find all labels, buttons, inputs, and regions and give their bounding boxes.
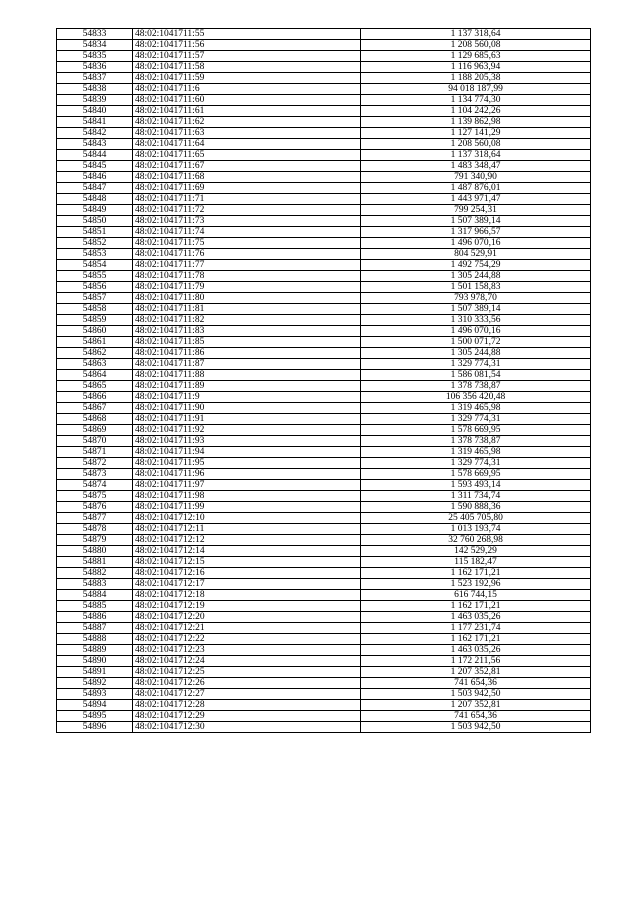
row-number-cell: 54877 bbox=[57, 513, 133, 524]
value-cell: 1 590 888,36 bbox=[361, 502, 591, 513]
table-row bbox=[57, 425, 591, 436]
value-cell: 1 013 193,74 bbox=[361, 524, 591, 535]
cadastral-number-cell: 48:02:1041712:17 bbox=[133, 579, 361, 590]
cadastral-number-cell: 48:02:1041711:93 bbox=[133, 436, 361, 447]
table-row bbox=[57, 491, 591, 502]
value-cell: 94 018 187,99 bbox=[361, 84, 591, 95]
table-row bbox=[57, 282, 591, 293]
cadastral-number-cell: 48:02:1041711:98 bbox=[133, 491, 361, 502]
row-number-cell: 54833 bbox=[57, 29, 133, 40]
value-cell: 25 405 705,80 bbox=[361, 513, 591, 524]
cadastral-number-cell: 48:02:1041711:90 bbox=[133, 403, 361, 414]
table-row bbox=[57, 315, 591, 326]
value-cell: 1 492 754,29 bbox=[361, 260, 591, 271]
value-cell: 1 310 333,56 bbox=[361, 315, 591, 326]
row-number-cell: 54847 bbox=[57, 183, 133, 194]
cadastral-number-cell: 48:02:1041711:94 bbox=[133, 447, 361, 458]
row-number-cell: 54863 bbox=[57, 359, 133, 370]
value-cell: 1 378 738,87 bbox=[361, 381, 591, 392]
table-row bbox=[57, 337, 591, 348]
cadastral-number-cell: 48:02:1041712:10 bbox=[133, 513, 361, 524]
table-row bbox=[57, 557, 591, 568]
row-number-cell: 54862 bbox=[57, 348, 133, 359]
table-row bbox=[57, 645, 591, 656]
table-row bbox=[57, 678, 591, 689]
row-number-cell: 54859 bbox=[57, 315, 133, 326]
row-number-cell: 54879 bbox=[57, 535, 133, 546]
cadastral-number-cell: 48:02:1041711:62 bbox=[133, 117, 361, 128]
value-cell: 1 496 070,16 bbox=[361, 238, 591, 249]
value-cell: 1 305 244,88 bbox=[361, 271, 591, 282]
table-row bbox=[57, 414, 591, 425]
cadastral-number-cell: 48:02:1041711:73 bbox=[133, 216, 361, 227]
value-cell: 804 529,91 bbox=[361, 249, 591, 260]
table-row bbox=[57, 667, 591, 678]
value-cell: 1 578 669,95 bbox=[361, 425, 591, 436]
value-cell: 1 305 244,88 bbox=[361, 348, 591, 359]
cadastral-number-cell: 48:02:1041711:79 bbox=[133, 282, 361, 293]
value-cell: 1 501 158,83 bbox=[361, 282, 591, 293]
cadastral-number-cell: 48:02:1041711:57 bbox=[133, 51, 361, 62]
value-cell: 1 507 389,14 bbox=[361, 304, 591, 315]
cadastral-number-cell: 48:02:1041712:27 bbox=[133, 689, 361, 700]
table-row bbox=[57, 722, 591, 733]
row-number-cell: 54840 bbox=[57, 106, 133, 117]
table-row bbox=[57, 392, 591, 403]
row-number-cell: 54850 bbox=[57, 216, 133, 227]
value-cell: 1 578 669,95 bbox=[361, 469, 591, 480]
value-cell: 115 182,47 bbox=[361, 557, 591, 568]
row-number-cell: 54894 bbox=[57, 700, 133, 711]
row-number-cell: 54896 bbox=[57, 722, 133, 733]
table-row bbox=[57, 381, 591, 392]
value-cell: 791 340,90 bbox=[361, 172, 591, 183]
cadastral-number-cell: 48:02:1041711:82 bbox=[133, 315, 361, 326]
row-number-cell: 54881 bbox=[57, 557, 133, 568]
cadastral-number-cell: 48:02:1041711:6 bbox=[133, 84, 361, 95]
row-number-cell: 54844 bbox=[57, 150, 133, 161]
table-row bbox=[57, 612, 591, 623]
row-number-cell: 54870 bbox=[57, 436, 133, 447]
table-row bbox=[57, 106, 591, 117]
cadastral-number-cell: 48:02:1041712:24 bbox=[133, 656, 361, 667]
table-row bbox=[57, 271, 591, 282]
value-cell: 1 463 035,26 bbox=[361, 612, 591, 623]
table-row bbox=[57, 513, 591, 524]
cadastral-number-cell: 48:02:1041711:99 bbox=[133, 502, 361, 513]
table-row bbox=[57, 40, 591, 51]
cadastral-number-cell: 48:02:1041712:11 bbox=[133, 524, 361, 535]
table-row bbox=[57, 260, 591, 271]
cadastral-number-cell: 48:02:1041711:64 bbox=[133, 139, 361, 150]
table-row bbox=[57, 634, 591, 645]
row-number-cell: 54861 bbox=[57, 337, 133, 348]
cadastral-number-cell: 48:02:1041712:29 bbox=[133, 711, 361, 722]
row-number-cell: 54860 bbox=[57, 326, 133, 337]
cadastral-number-cell: 48:02:1041712:19 bbox=[133, 601, 361, 612]
row-number-cell: 54868 bbox=[57, 414, 133, 425]
table-row bbox=[57, 689, 591, 700]
value-cell: 1 319 465,98 bbox=[361, 447, 591, 458]
table-row bbox=[57, 238, 591, 249]
row-number-cell: 54845 bbox=[57, 161, 133, 172]
cadastral-value-table bbox=[56, 28, 591, 733]
row-number-cell: 54883 bbox=[57, 579, 133, 590]
cadastral-number-cell: 48:02:1041711:75 bbox=[133, 238, 361, 249]
table-row bbox=[57, 139, 591, 150]
table-row bbox=[57, 51, 591, 62]
value-cell: 32 760 268,98 bbox=[361, 535, 591, 546]
value-cell: 142 529,29 bbox=[361, 546, 591, 557]
cadastral-number-cell: 48:02:1041711:89 bbox=[133, 381, 361, 392]
row-number-cell: 54855 bbox=[57, 271, 133, 282]
row-number-cell: 54888 bbox=[57, 634, 133, 645]
row-number-cell: 54874 bbox=[57, 480, 133, 491]
cadastral-number-cell: 48:02:1041711:69 bbox=[133, 183, 361, 194]
value-cell: 106 356 420,48 bbox=[361, 392, 591, 403]
cadastral-number-cell: 48:02:1041711:81 bbox=[133, 304, 361, 315]
table-row bbox=[57, 370, 591, 381]
table-row bbox=[57, 502, 591, 513]
value-cell: 1 127 141,29 bbox=[361, 128, 591, 139]
row-number-cell: 54876 bbox=[57, 502, 133, 513]
value-cell: 1 487 876,01 bbox=[361, 183, 591, 194]
value-cell: 1 129 685,63 bbox=[361, 51, 591, 62]
cadastral-number-cell: 48:02:1041711:77 bbox=[133, 260, 361, 271]
cadastral-number-cell: 48:02:1041712:25 bbox=[133, 667, 361, 678]
row-number-cell: 54848 bbox=[57, 194, 133, 205]
table-row bbox=[57, 194, 591, 205]
value-cell: 1 116 963,94 bbox=[361, 62, 591, 73]
table-row bbox=[57, 150, 591, 161]
value-cell: 1 507 389,14 bbox=[361, 216, 591, 227]
row-number-cell: 54837 bbox=[57, 73, 133, 84]
row-number-cell: 54875 bbox=[57, 491, 133, 502]
table-row bbox=[57, 590, 591, 601]
value-cell: 799 254,31 bbox=[361, 205, 591, 216]
table-row bbox=[57, 161, 591, 172]
value-cell: 1 177 231,74 bbox=[361, 623, 591, 634]
table-row bbox=[57, 227, 591, 238]
row-number-cell: 54858 bbox=[57, 304, 133, 315]
cadastral-number-cell: 48:02:1041712:28 bbox=[133, 700, 361, 711]
value-cell: 1 329 774,31 bbox=[361, 359, 591, 370]
cadastral-number-cell: 48:02:1041712:23 bbox=[133, 645, 361, 656]
table-row bbox=[57, 128, 591, 139]
cadastral-number-cell: 48:02:1041711:63 bbox=[133, 128, 361, 139]
cadastral-number-cell: 48:02:1041711:95 bbox=[133, 458, 361, 469]
cadastral-number-cell: 48:02:1041711:92 bbox=[133, 425, 361, 436]
row-number-cell: 54872 bbox=[57, 458, 133, 469]
table-row bbox=[57, 293, 591, 304]
cadastral-number-cell: 48:02:1041712:20 bbox=[133, 612, 361, 623]
row-number-cell: 54882 bbox=[57, 568, 133, 579]
value-cell: 1 503 942,50 bbox=[361, 689, 591, 700]
table-row bbox=[57, 469, 591, 480]
value-cell: 1 139 862,98 bbox=[361, 117, 591, 128]
value-cell: 1 586 081,54 bbox=[361, 370, 591, 381]
cadastral-number-cell: 48:02:1041711:78 bbox=[133, 271, 361, 282]
row-number-cell: 54887 bbox=[57, 623, 133, 634]
row-number-cell: 54843 bbox=[57, 139, 133, 150]
row-number-cell: 54854 bbox=[57, 260, 133, 271]
table-row bbox=[57, 524, 591, 535]
row-number-cell: 54892 bbox=[57, 678, 133, 689]
table-row bbox=[57, 183, 591, 194]
value-cell: 741 654,36 bbox=[361, 678, 591, 689]
table-row bbox=[57, 711, 591, 722]
cadastral-number-cell: 48:02:1041712:26 bbox=[133, 678, 361, 689]
cadastral-number-cell: 48:02:1041711:59 bbox=[133, 73, 361, 84]
value-cell: 1 134 774,30 bbox=[361, 95, 591, 106]
value-cell: 1 137 318,64 bbox=[361, 29, 591, 40]
cadastral-number-cell: 48:02:1041712:15 bbox=[133, 557, 361, 568]
table-row bbox=[57, 458, 591, 469]
cadastral-number-cell: 48:02:1041712:12 bbox=[133, 535, 361, 546]
row-number-cell: 54893 bbox=[57, 689, 133, 700]
table-row bbox=[57, 568, 591, 579]
table-body bbox=[57, 29, 591, 733]
value-cell: 741 654,36 bbox=[361, 711, 591, 722]
row-number-cell: 54846 bbox=[57, 172, 133, 183]
row-number-cell: 54839 bbox=[57, 95, 133, 106]
cadastral-number-cell: 48:02:1041711:71 bbox=[133, 194, 361, 205]
cadastral-number-cell: 48:02:1041711:67 bbox=[133, 161, 361, 172]
table-row bbox=[57, 359, 591, 370]
table-row bbox=[57, 546, 591, 557]
table-row bbox=[57, 216, 591, 227]
row-number-cell: 54842 bbox=[57, 128, 133, 139]
table-row bbox=[57, 73, 591, 84]
value-cell: 1 593 493,14 bbox=[361, 480, 591, 491]
table-row bbox=[57, 84, 591, 95]
table-row bbox=[57, 304, 591, 315]
row-number-cell: 54841 bbox=[57, 117, 133, 128]
value-cell: 1 208 560,08 bbox=[361, 40, 591, 51]
value-cell: 1 104 242,26 bbox=[361, 106, 591, 117]
table-row bbox=[57, 29, 591, 40]
table-row bbox=[57, 700, 591, 711]
value-cell: 1 188 205,38 bbox=[361, 73, 591, 84]
row-number-cell: 54865 bbox=[57, 381, 133, 392]
row-number-cell: 54834 bbox=[57, 40, 133, 51]
cadastral-number-cell: 48:02:1041711:58 bbox=[133, 62, 361, 73]
row-number-cell: 54866 bbox=[57, 392, 133, 403]
cadastral-number-cell: 48:02:1041711:91 bbox=[133, 414, 361, 425]
table-row bbox=[57, 348, 591, 359]
value-cell: 1 496 070,16 bbox=[361, 326, 591, 337]
value-cell: 1 378 738,87 bbox=[361, 436, 591, 447]
row-number-cell: 54835 bbox=[57, 51, 133, 62]
cadastral-number-cell: 48:02:1041712:30 bbox=[133, 722, 361, 733]
value-cell: 793 978,70 bbox=[361, 293, 591, 304]
value-cell: 1 503 942,50 bbox=[361, 722, 591, 733]
cadastral-number-cell: 48:02:1041711:85 bbox=[133, 337, 361, 348]
row-number-cell: 54857 bbox=[57, 293, 133, 304]
value-cell: 1 162 171,21 bbox=[361, 568, 591, 579]
table-row bbox=[57, 95, 591, 106]
cadastral-number-cell: 48:02:1041711:87 bbox=[133, 359, 361, 370]
value-cell: 1 208 560,08 bbox=[361, 139, 591, 150]
row-number-cell: 54864 bbox=[57, 370, 133, 381]
row-number-cell: 54886 bbox=[57, 612, 133, 623]
cadastral-number-cell: 48:02:1041712:18 bbox=[133, 590, 361, 601]
row-number-cell: 54838 bbox=[57, 84, 133, 95]
value-cell: 1 207 352,81 bbox=[361, 700, 591, 711]
table-row bbox=[57, 249, 591, 260]
cadastral-number-cell: 48:02:1041711:9 bbox=[133, 392, 361, 403]
value-cell: 1 319 465,98 bbox=[361, 403, 591, 414]
row-number-cell: 54884 bbox=[57, 590, 133, 601]
row-number-cell: 54856 bbox=[57, 282, 133, 293]
value-cell: 1 162 171,21 bbox=[361, 634, 591, 645]
cadastral-number-cell: 48:02:1041712:22 bbox=[133, 634, 361, 645]
table-row bbox=[57, 62, 591, 73]
value-cell: 1 500 071,72 bbox=[361, 337, 591, 348]
row-number-cell: 54851 bbox=[57, 227, 133, 238]
cadastral-number-cell: 48:02:1041711:61 bbox=[133, 106, 361, 117]
row-number-cell: 54869 bbox=[57, 425, 133, 436]
cadastral-number-cell: 48:02:1041711:76 bbox=[133, 249, 361, 260]
value-cell: 1 329 774,31 bbox=[361, 458, 591, 469]
table-row bbox=[57, 579, 591, 590]
row-number-cell: 54852 bbox=[57, 238, 133, 249]
value-cell: 1 311 734,74 bbox=[361, 491, 591, 502]
cadastral-number-cell: 48:02:1041711:83 bbox=[133, 326, 361, 337]
table-row bbox=[57, 656, 591, 667]
value-cell: 1 443 971,47 bbox=[361, 194, 591, 205]
cadastral-number-cell: 48:02:1041712:14 bbox=[133, 546, 361, 557]
value-cell: 1 463 035,26 bbox=[361, 645, 591, 656]
cadastral-number-cell: 48:02:1041711:80 bbox=[133, 293, 361, 304]
table-row bbox=[57, 436, 591, 447]
table-row bbox=[57, 447, 591, 458]
table-row bbox=[57, 326, 591, 337]
value-cell: 1 172 211,56 bbox=[361, 656, 591, 667]
value-cell: 1 162 171,21 bbox=[361, 601, 591, 612]
row-number-cell: 54890 bbox=[57, 656, 133, 667]
cadastral-number-cell: 48:02:1041711:88 bbox=[133, 370, 361, 381]
value-cell: 1 329 774,31 bbox=[361, 414, 591, 425]
value-cell: 1 137 318,64 bbox=[361, 150, 591, 161]
row-number-cell: 54885 bbox=[57, 601, 133, 612]
cadastral-number-cell: 48:02:1041711:97 bbox=[133, 480, 361, 491]
cadastral-number-cell: 48:02:1041711:74 bbox=[133, 227, 361, 238]
row-number-cell: 54889 bbox=[57, 645, 133, 656]
value-cell: 1 317 966,57 bbox=[361, 227, 591, 238]
value-cell: 1 207 352,81 bbox=[361, 667, 591, 678]
row-number-cell: 54891 bbox=[57, 667, 133, 678]
document-page bbox=[56, 28, 591, 733]
cadastral-number-cell: 48:02:1041712:16 bbox=[133, 568, 361, 579]
row-number-cell: 54873 bbox=[57, 469, 133, 480]
table-row bbox=[57, 117, 591, 128]
table-row bbox=[57, 623, 591, 634]
row-number-cell: 54871 bbox=[57, 447, 133, 458]
cadastral-number-cell: 48:02:1041711:68 bbox=[133, 172, 361, 183]
table-row bbox=[57, 205, 591, 216]
cadastral-number-cell: 48:02:1041711:55 bbox=[133, 29, 361, 40]
row-number-cell: 54836 bbox=[57, 62, 133, 73]
cadastral-number-cell: 48:02:1041711:86 bbox=[133, 348, 361, 359]
table-row bbox=[57, 535, 591, 546]
row-number-cell: 54878 bbox=[57, 524, 133, 535]
row-number-cell: 54853 bbox=[57, 249, 133, 260]
table-row bbox=[57, 480, 591, 491]
cadastral-number-cell: 48:02:1041712:21 bbox=[133, 623, 361, 634]
table-row bbox=[57, 601, 591, 612]
table-row bbox=[57, 172, 591, 183]
value-cell: 1 483 348,47 bbox=[361, 161, 591, 172]
cadastral-number-cell: 48:02:1041711:72 bbox=[133, 205, 361, 216]
value-cell: 616 744,15 bbox=[361, 590, 591, 601]
row-number-cell: 54895 bbox=[57, 711, 133, 722]
table-row bbox=[57, 403, 591, 414]
cadastral-number-cell: 48:02:1041711:56 bbox=[133, 40, 361, 51]
row-number-cell: 54867 bbox=[57, 403, 133, 414]
cadastral-number-cell: 48:02:1041711:96 bbox=[133, 469, 361, 480]
value-cell: 1 523 192,96 bbox=[361, 579, 591, 590]
row-number-cell: 54880 bbox=[57, 546, 133, 557]
row-number-cell: 54849 bbox=[57, 205, 133, 216]
cadastral-number-cell: 48:02:1041711:60 bbox=[133, 95, 361, 106]
cadastral-number-cell: 48:02:1041711:65 bbox=[133, 150, 361, 161]
